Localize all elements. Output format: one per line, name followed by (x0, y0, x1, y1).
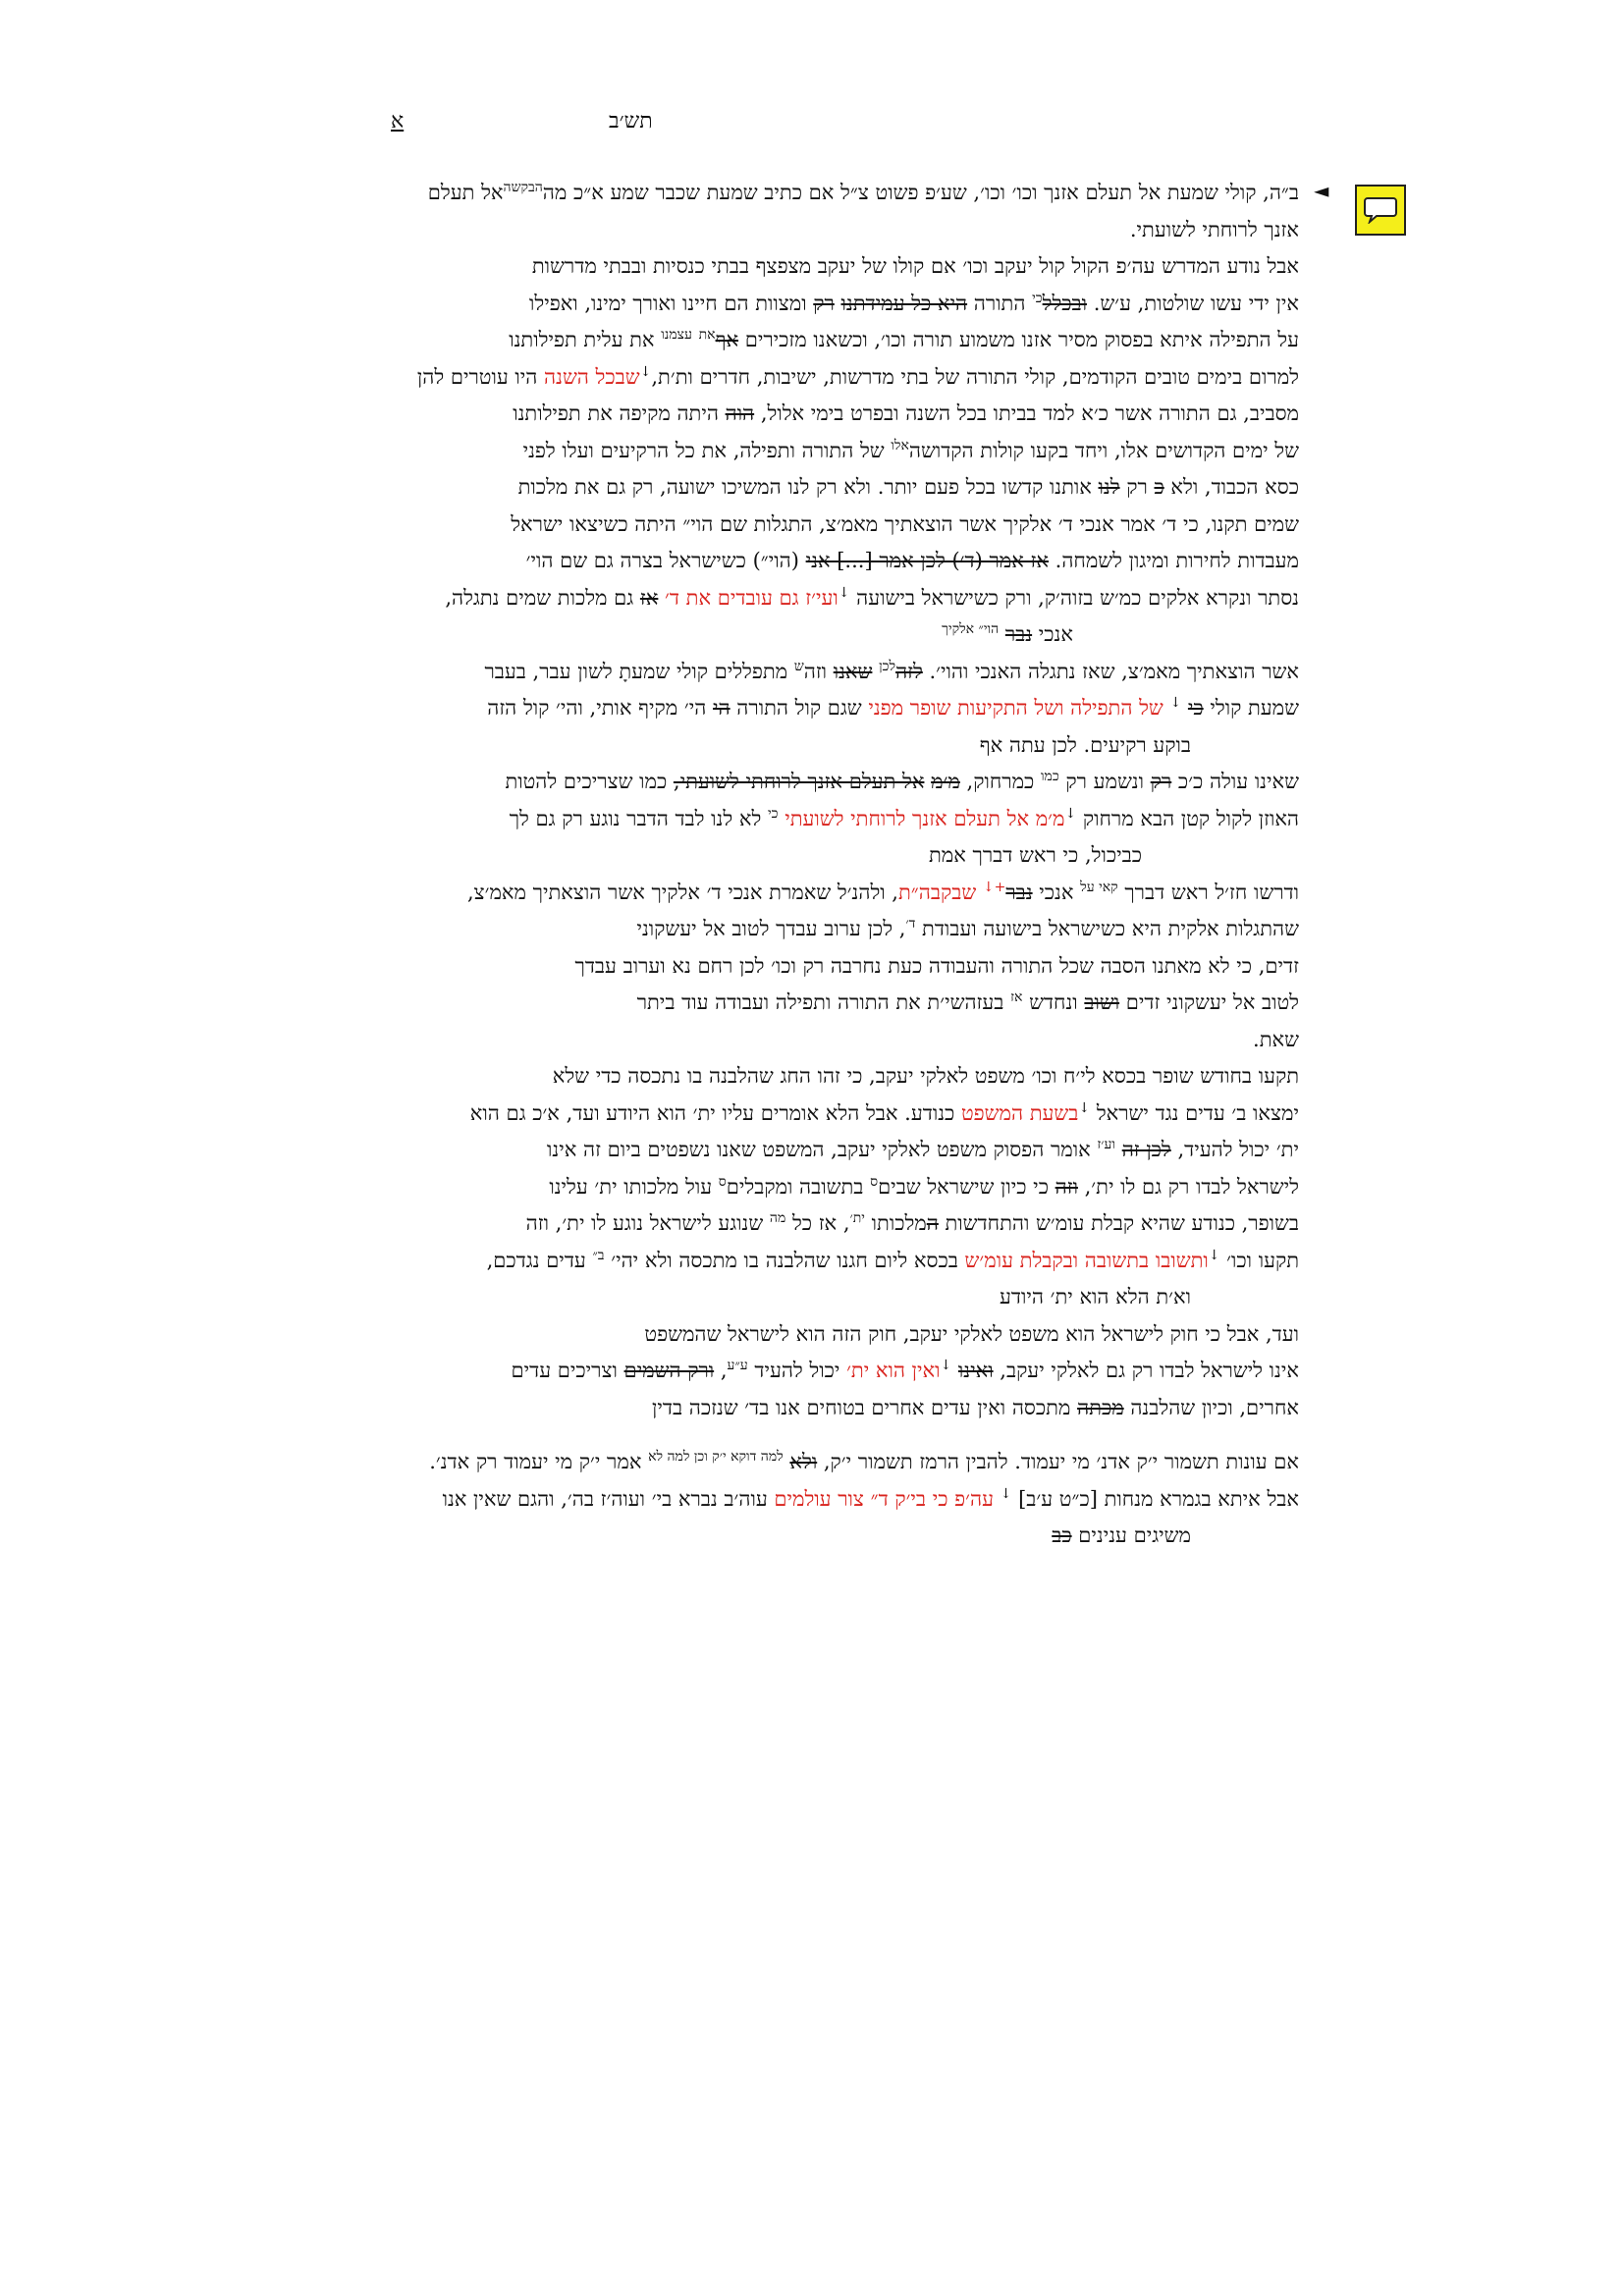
text-segment: של התורה ותפילה, את כל הרקיעים ועלו לפני (522, 438, 892, 462)
deleted-text: ושוב (1084, 990, 1120, 1014)
text-segment: לטוב אל יעשקוני זדים (1119, 990, 1299, 1014)
text-line (356, 359, 1299, 397)
text-line (356, 543, 1299, 580)
text-segment: שאינו עולה כ׳כ (1171, 770, 1299, 793)
text-segment: גם מלכות שמים נתגלה, (445, 585, 640, 610)
text-line (356, 286, 1299, 323)
text-segment: עול מלכותו ית׳ עלינו (549, 1174, 719, 1199)
text-line (356, 1390, 1299, 1427)
text-segment: שמים תקנו, כי ד׳ אמר אנכי ד׳ אלקיך אשר הוצאתיך מאמ׳צ, התגלות שם הוי״ היתה כשיצאו ישראל (511, 511, 1299, 536)
text-line (356, 396, 1299, 433)
text-segment: תקעו בחודש שופר בכסא לי׳ח וכו׳ משפט לאלקי יעקב, כי זהו החג שהלבנה בו נתכסה כדי שלא (552, 1064, 1299, 1088)
text-segment: אותנו קדשו בכל פעם יותר. ולא רק לנו המשיכו ישועה, רק גם את מלכות (517, 475, 1099, 499)
text-line (356, 248, 1299, 286)
text-segment: אינו לישראל לבדו רק גם לאלקי יעקב, (993, 1359, 1299, 1382)
interlinear-note: את (698, 327, 716, 343)
deleted-text: שאנו (833, 659, 873, 683)
text-segment: מסביב, גם התורה אשר כ׳א למד בביתו בכל השנה ובפרט בימי אלול, (754, 401, 1299, 425)
text-segment: כסא הכבוד, ולא (1163, 475, 1299, 499)
text-line (356, 1279, 1299, 1316)
deleted-text: נבר (1004, 622, 1033, 646)
text-segment: עוה׳ב נברא בי׳ ועוה׳ז בה׳, והגם שאין אנו (442, 1486, 775, 1511)
inserted-text: שבקבה״ת (897, 880, 983, 904)
deleted-text: אז (639, 585, 659, 610)
margin-arrow-icon: ◄ (1314, 179, 1329, 202)
text-segment: שנוגע לישראל נוגע לו ית׳, וזה (525, 1211, 770, 1235)
text-segment: אזנך לרוחתי לשועתי. (1129, 217, 1299, 241)
text-segment: ב״ה, קולי שמעת אל תעלם אזנך וכו׳ וכו׳, שע׳פ פשוט צ״ל אם כתיב שמעת שכבר שמע א״כ מה (542, 181, 1299, 204)
text-line (356, 764, 1299, 801)
deleted-text: לכן זה (1121, 1138, 1171, 1161)
interlinear-note: ב״ (592, 1247, 605, 1263)
text-segment: אין ידי עשו שולטות, ע׳ש. (1087, 291, 1299, 315)
interlinear-note: הוי״ אלקיך (942, 621, 1000, 637)
deleted-text: כב (1052, 1523, 1072, 1547)
inserted-text: ותשובו בתשובה ובקבלת עומ׳ש (964, 1248, 1209, 1272)
text-segment: לא לנו לבד הדבר נוגע רק גם לך (509, 806, 768, 830)
interlinear-note: ש (793, 658, 804, 674)
inserted-text: ועי׳ז גם עובדים את ד׳ (665, 585, 839, 610)
text-segment: כי כיון שישראל שבים (878, 1174, 1055, 1199)
interlinear-note: ↓ (1064, 805, 1077, 822)
interlinear-note: אלו (891, 437, 909, 454)
deleted-text: וזה (1055, 1174, 1078, 1199)
text-segment: לישראל לבדו רק גם לו ית׳, (1077, 1174, 1299, 1199)
interlinear-note: ↓ (838, 584, 850, 601)
text-segment: כמו שצריכים להטות (505, 770, 674, 793)
text-segment: ונשמע רק (1058, 770, 1151, 793)
page-header-letter: א (391, 109, 405, 133)
inserted-text: בשעת המשפט (960, 1100, 1079, 1125)
interlinear-note: ↓ (639, 363, 652, 380)
text-segment: בשופר, כנודע שהיא קבלת עומ׳ש והתחדשות (938, 1211, 1299, 1235)
page-header-year: תש׳ב (609, 109, 653, 133)
text-segment: בתשובה ומקבלים (726, 1174, 871, 1199)
text-line (356, 1169, 1299, 1206)
text-segment: אנכי (1032, 622, 1073, 646)
text-segment: בעזהשי׳ת את התורה ותפילה ועבודה עוד ביתר (636, 990, 1011, 1014)
inserted-text: מ׳מ אל תעלם אזנך לרוחתי לשועתי (784, 806, 1065, 830)
text-line (356, 322, 1299, 359)
text-segment: התורה (967, 291, 1033, 315)
deleted-text: ואינו (957, 1359, 994, 1382)
text-line (356, 1316, 1299, 1354)
text-line (356, 985, 1299, 1022)
inserted-text: שבכל השנה (544, 364, 640, 389)
text-segment: ימצאו ב׳ עדים נגד ישראל (1090, 1100, 1299, 1125)
text-line (356, 654, 1299, 691)
text-segment: נסתר ונקרא אלקים כמ׳ש בזוה׳ק, ורק כשישראל בישועה (849, 585, 1299, 610)
text-line (356, 1205, 1299, 1243)
text-segment (1115, 1138, 1122, 1161)
text-segment: , ולהנ׳ל שאמרת אנכי ד׳ אלקיך אשר הוצאתיך מאמ׳צ, (466, 880, 898, 904)
text-segment (999, 622, 1005, 646)
text-segment: אנכי (1032, 880, 1081, 904)
deleted-text: מכתה (1077, 1395, 1124, 1419)
interlinear-note: כי (1032, 290, 1043, 306)
text-segment: רק (1119, 475, 1155, 499)
text-line (356, 616, 1299, 654)
text-line (356, 911, 1299, 948)
text-segment: תקעו וכו׳ (1219, 1248, 1299, 1272)
inserted-text: עה׳פ כי בי׳ק ד״ צור עולמים (774, 1486, 1001, 1511)
interlinear-note: למה דוקא י׳ק וכן למה לא (648, 1449, 784, 1465)
document-body (356, 175, 1299, 1555)
interlinear-note: ד׳ (905, 916, 916, 932)
text-segment: מלכותו (864, 1211, 927, 1235)
text-segment: על התפילה איתא בפסוק מסיר אזנו משמוע תורה וכו׳, וכשאנו מזכירים (738, 328, 1299, 351)
text-segment: ודרשו חז׳ל ראש דברך (1117, 880, 1299, 904)
interlinear-note: ית׳ (849, 1210, 865, 1226)
deleted-text: הוה (725, 401, 755, 425)
deleted-text: רק (813, 291, 835, 315)
text-segment (951, 1359, 958, 1382)
text-segment: אחרים, וכיון שהלבנה (1123, 1395, 1299, 1419)
text-segment: האוזן לקול קטן הבא מרחוק (1076, 806, 1299, 830)
deleted-text: ה (926, 1211, 939, 1235)
deleted-text: הי (713, 696, 730, 720)
interlinear-note: ↓ (1078, 1099, 1091, 1116)
text-segment: ועד, אבל כי חוק לישראל הוא משפט לאלקי יעקב, חוק הזה הוא לישראל שהמשפט (644, 1321, 1299, 1346)
inserted-text: ואין הוא ית׳ (846, 1359, 941, 1382)
text-segment: היו עוטרים להן (416, 364, 545, 389)
interlinear-note: ס (870, 1173, 879, 1190)
text-segment: מעבדות לחירות ומיגון לשמחה. (1049, 549, 1299, 572)
text-segment: למרום בימים טובים הקודמים, קולי התורה של בתי מדרשות, ישיבות, חדרים ות׳ת, (651, 364, 1299, 389)
interlinear-note: מה (769, 1210, 786, 1226)
text-segment (692, 328, 699, 351)
paragraph-gap (356, 1426, 1299, 1444)
text-segment: הי׳ מקיף אותי, והי׳ קול הזה (487, 696, 714, 720)
inserted-text: של התפילה ושל התקיעות שופר מפני (868, 696, 1170, 720)
interlinear-note: וע׳ז (1097, 1137, 1116, 1152)
interlinear-note: ↓ (1169, 695, 1182, 711)
text-segment: ומצוות הם חיינו ואורך ימינו, ואפילו (529, 291, 814, 315)
text-segment: עדים נגדכם, (486, 1248, 593, 1272)
deleted-text: נבר (1005, 880, 1033, 904)
interlinear-note: כמו (1040, 769, 1059, 784)
text-segment: בכסא ליום חגנו שהלבנה בו מתכסה ולא יהי׳ (604, 1248, 965, 1272)
text-segment: יכול להעיד (747, 1359, 847, 1382)
text-segment (1181, 696, 1188, 720)
interlinear-note: כי (767, 805, 779, 822)
text-line (356, 1058, 1299, 1095)
text-segment: וא׳ת הלא הוא ית׳ היודע (1000, 1285, 1191, 1308)
text-segment: ונחדש (1022, 990, 1085, 1014)
deleted-text: אל תעלם אזנך לרוחתי לשועתי, (673, 770, 925, 793)
text-segment: כנודע. אבל הלא אומרים עליו ית׳ הוא היודע ועד, א׳כ גם הוא (469, 1100, 961, 1125)
text-line (356, 801, 1299, 838)
text-segment: וצריכים עדים (511, 1359, 624, 1382)
deleted-text: לנו (1098, 475, 1120, 499)
text-segment: (הוי״) כשישראל בצרה גם שם הוי׳ (525, 549, 806, 572)
text-segment: זדים, כי לא מאתנו הסבה שכל התורה והעבודה כעת נחרבה רק וכו׳ לכן רחם נא וערוב עבדך (574, 953, 1299, 978)
comment-button[interactable] (1355, 185, 1406, 236)
interlinear-note: ↓ (1000, 1485, 1012, 1502)
text-line (356, 1132, 1299, 1169)
deleted-text: ורק השמים (623, 1359, 715, 1382)
text-line (356, 1243, 1299, 1280)
text-segment: אל תעלם (427, 181, 504, 204)
text-line (356, 175, 1299, 212)
text-line (356, 212, 1299, 249)
text-segment: אבל איתא בגמרא מנחות [כ״ט ע׳ב] (1011, 1486, 1299, 1511)
text-segment: בוקע רקיעים. לכן עתה אף (979, 732, 1191, 757)
text-segment: שאת. (1253, 1027, 1299, 1051)
text-segment: ית׳ יכול להעיד, (1170, 1138, 1299, 1161)
text-line (356, 1353, 1299, 1390)
text-segment: שמעת קולי (1203, 696, 1299, 720)
text-line (356, 837, 1299, 875)
text-segment: שגם קול התורה (730, 696, 869, 720)
text-line (356, 1481, 1299, 1519)
interlinear-note: +↓ (982, 879, 1006, 895)
deleted-text: מ׳מ (931, 770, 960, 793)
text-segment: כמרחוק, (959, 770, 1041, 793)
text-line (356, 433, 1299, 470)
text-segment: מתפללים קולי שמעתָ לשון עבר, בעבר (484, 659, 794, 683)
text-segment: כביכול, כי ראש דברך אמת (929, 843, 1142, 867)
text-segment (835, 292, 841, 315)
interlinear-note: ↓ (940, 1358, 952, 1373)
text-segment: אומר הפסוק משפט לאלקי יעקב, המשפט שאנו נשפטים ביום זה אינו (547, 1138, 1098, 1161)
interlinear-note: לכן (879, 658, 896, 674)
text-line (356, 948, 1299, 986)
text-segment: אם עונות תשמור י׳ק אדנ׳ מי יעמוד. להבין הרמז תשמור י׳ק, (817, 1450, 1299, 1473)
deleted-text: היא כל עמידתנו (840, 291, 968, 315)
text-segment: , (714, 1359, 728, 1382)
deleted-text: רק (1150, 770, 1172, 793)
text-line (356, 1444, 1299, 1481)
deleted-text: ובכלל (1042, 291, 1088, 315)
deleted-text: אז אמר (ד׳) לכן אמר [...] אני (805, 549, 1049, 572)
text-line (356, 1095, 1299, 1133)
interlinear-note: עצמנו (661, 327, 692, 343)
interlinear-note: ע״ע (727, 1358, 748, 1373)
text-line (356, 1022, 1299, 1059)
text-line (356, 507, 1299, 544)
deleted-text: כ (1154, 475, 1164, 499)
text-segment: משיגים ענינים (1071, 1523, 1191, 1547)
text-segment: את עלית תפילותנו (509, 328, 662, 351)
text-line (356, 580, 1299, 617)
text-line (356, 727, 1299, 765)
deleted-text: אף (715, 328, 739, 351)
text-line (356, 875, 1299, 912)
text-segment: היתה מקיפה את תפילותנו (513, 401, 726, 425)
interlinear-note: אז (1010, 989, 1023, 1005)
interlinear-note: ↓ (1208, 1247, 1220, 1263)
speech-bubble-icon (1364, 196, 1397, 224)
text-line (356, 469, 1299, 507)
interlinear-note: ס (718, 1173, 727, 1190)
deleted-text: לזה (895, 659, 923, 683)
text-segment: אבל נודע המדרש עה׳פ הקול קול יעקב וכו׳ אם קולו של יעקב מצפצף בבתי כנסיות ובבתי מדרשות (531, 254, 1299, 278)
interlinear-note: קאי על (1080, 879, 1118, 895)
text-segment: , לכן ערוב עבדך לטוב אל יעשקוני (636, 917, 906, 940)
text-segment: אשר הוצאתיך מאמ׳צ, שאז נתגלה האנכי והוי׳. (922, 659, 1299, 683)
text-segment: שהתגלות אלקית היא כשישראל בישועה ועבודת (915, 917, 1299, 940)
interlinear-note: הבקשה (503, 180, 543, 195)
text-segment: של ימים הקדושים אלו, ויחד בקעו קולות הקדושה (908, 438, 1299, 462)
text-line (356, 690, 1299, 727)
deleted-text: ולא (789, 1450, 818, 1473)
text-segment: וזה (803, 659, 834, 683)
text-segment: אמר י׳ק מי יעמוד רק אדנ׳. (429, 1450, 649, 1473)
text-segment: , אז כל (785, 1211, 850, 1235)
text-segment: מתכסה ואין עדים אחרים בטוחים אנו בד׳ שנזכה בדין (651, 1395, 1078, 1419)
text-line (356, 1518, 1299, 1555)
deleted-text: כי (1187, 696, 1204, 720)
